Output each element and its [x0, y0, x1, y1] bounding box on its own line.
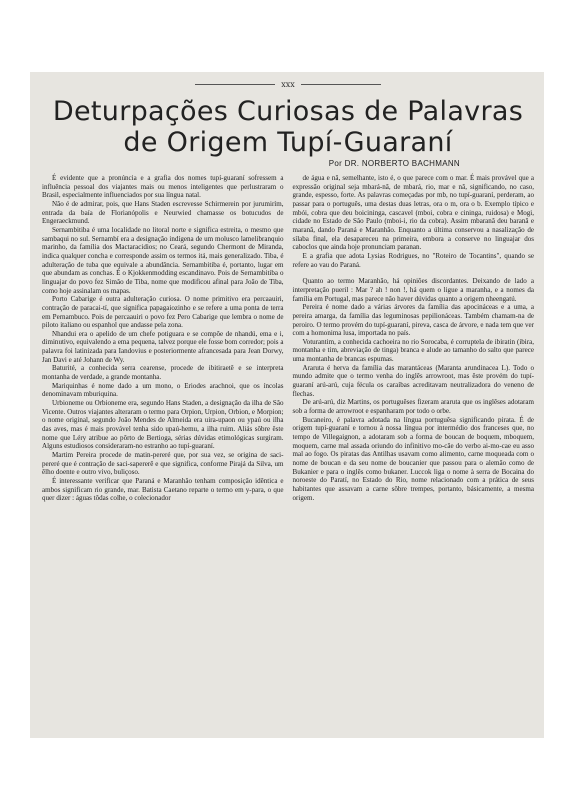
paragraph: É interessante verificar que Paraná e Maranhão tenham composição idêntica e ambos significam rio grande, mar. Batista Caetano reparte o termo em y-para, o que quer dizer : águas tôdas colhe, o colecionador: [42, 476, 284, 503]
paragraph: Araruta é herva da família das marantáceas (Maranta arundinacea L). Todo o mundo admite que o termo venha do inglês arrowroot, mas êste provém do tupí-guaraní arú-arú, cuja fécula os caraíbas acreditavam neutralizadora do veneno de flechas.: [292, 363, 534, 398]
paragraph: Voturantim, a conhecida cachoeira no rio Sorocaba, é corruptela de ibiratin (ibira, montanha e tim, abreviação de tinga) branca e alude ao tamanho do salto que parece uma montanha de brancas espumas.: [292, 337, 534, 364]
paragraph: Sernambitiba é uma localidade no litoral norte e significa estreita, o mesmo que sambaqui no sul. Sernambí era a designação indígena de um molusco lamelibranquio marinho, da família dos Mactaracidios; no Ceará, segundo Chermont de Miranda, indica qualquer concha e corresponde assim os termos itá, mais generalizado. Tiba, é adulteração de tuba que equivale a abundância. Sernambitiba é, portanto, lugar em que abundam as conchas. É o Kjokkenmodding escandinavo. Pois de Sernambitiba o linguajar do povo fez Simão de Tiba, nome que modificou afinal para João de Tiba, como hoje assinalam os mapas.: [42, 225, 284, 295]
paragraph: Baturité, a conhecida serra cearense, procede de ibitiraetê e se interpreta montanha de verdade, a grande montanha.: [42, 364, 284, 382]
article-body: [42, 174, 534, 503]
paragraph: Mariquinhas é nome dado a um mono, o Eriodes arachnoi, que os íncolas denominavam mburiquina.: [42, 381, 284, 399]
magazine-page: [30, 72, 544, 738]
title-line-1: Deturpações Curiosas de Palavras: [52, 96, 524, 127]
right-column: [293, 174, 535, 503]
paragraph: Nhandui era o apelido de um chefe potiguara e se compõe de nhandú, ema e i, diminutivo, equivalendo a ema pequena, talvez porque ele fosse bom corredor; pois a palavra foi latinizada para Iandovius e posteriormente afrancesada para Jean Dorwy, Jan Davi e até Johann de Wy.: [42, 329, 284, 364]
paragraph: Porto Cabarige é outra adulteração curiosa. O nome primitivo era percaauiri, contração de paracai-tí, que significa papagaiozinho e se refere a uma ponta de terra em Pernambuco. Pois de percaauiri o povo fez Pero Cabarige que lembra o nome de piloto italiano ou espanhol que andasse pela zona.: [42, 295, 284, 330]
ornament-text: xxx: [281, 79, 295, 89]
paragraph: Bucaneiro, é palavra adotada na língua portuguêsa significando pirata. É de origem tupí-guaraní e tornou à nossa língua por intermédio dos franceses que, no tempo de Villegaignon, a adotaram sob a forma de boucan de boquem, mboquem, moquem, carne mal assada oriundo do infinitivo mo-cãe do verbo ai-mo-cae eu asso mal ao fogo. Os piratas das Antilhas usavam como alimento, carne moqueada com o nome de boucan e da seu nome de boucanier que passou para o alemão como de Bukanier e para o inglês como bukaner. Luccok liga o nome à serra de Bocaina do noroeste do Paratí, no Estado do Rio, nome relacionado com a prática de seus habitantes que assavam a carne sôbre trempes, portanto, básicamente, a mesma origem.: [292, 415, 534, 502]
paragraph: Quanto ao termo Maranhão, há opiniões discordantes. Deixando de lado a interpretação pueril : Mar ? ah ! non !, há quem o ligue a maranha, e a nomes da família em Portugal, mas parece não haver dúvidas quanto a origem nheengatú.: [292, 277, 534, 303]
left-column: [42, 174, 284, 503]
ornament-rule-right: [301, 84, 381, 85]
paragraph: É evidente que a pronúncia e a grafia dos nomes tupí-guaraní sofressem a influência pessoal dos viajantes mais ou menos inteligentes que perlustraram o Brasil, especialmente influenciados por sua língua natal.: [42, 174, 284, 200]
paragraph: Urbioneme ou Orbioneme era, segundo Hans Staden, a designação da ilha de São Vicente. Outros viajantes alteraram o termo para Orpion, Urpion, Orbion, e Morpion; o nome original, segundo João Mendes de Almeida era uira-upaon ou ypaú ou ilha das aves, mas é mais provável tenha sido upaú-hemu, a ilha ruim. Aliás sôbre êste nome que Léry atribue ao pôrto de Bertioga, sérias dúvidas etimológicas surgiram. Alguns estudiosos consideraram-no estranho ao tupí-guaraní.: [42, 399, 284, 451]
paragraph: de água e nã, semelhante, isto é, o que parece com o mar. É mais provável que a expressão original seja mbará-nã, de mbará, rio, mar e nã, significando, no caso, grande, espesso, forte. As palavras começadas por mb, no tupí-guaraní, perderam, ao passar para o português, uma destas duas letras, ora o m, ora o b. Exemplo típico e mbói, cobra que deu boicininga, cascavel (mboi, cobra e cininga, ruidosa) e Mogi, cidade no Estado de São Paulo (mboi-i, rio da cobra). Assim mbaranã deu baranã e maranã, dando Paraná e Maranhão. Enquanto a última conservou a nasalização de sílaba final, ela desapareceu na primeira, embora a conserve no linguajar dos caboclos que ainda hoje pronunciam paranan.: [292, 174, 534, 252]
article-title: [42, 96, 534, 158]
ornament-rule-left: [195, 84, 275, 85]
paragraph: Pereira é nome dado a várias árvores da família das apocináceas e a uma, a pereira amarga, da família das leguminosas pepilionáceas. Também chamam-na de peroiro. O termo provém do tupí-guaraní, pireva, casca de árvore, e nada tem que ver com a homonima lusa, importada no país.: [292, 303, 534, 338]
paragraph: Não é de admirar, pois, que Hans Staden escrevesse Schirmerein por jurumirím, entrada da baía de Florianópolis e Neurwied chamasse os botucudos de Engeraeckmund.: [42, 199, 284, 226]
paragraph: E a grafia que adota Lysias Rodrigues, no "Roteiro de Tocantins", quando se refere ao vau do Paraná.: [292, 251, 534, 269]
paragraph: Martim Pereira procede de matin-pereré que, por sua vez, se origina de saci-pereré que é contração de saci-sapererê e que significa, conforme Pirajá da Silva, um êlho doente e outro vivo, buliçoso.: [42, 451, 284, 477]
title-line-2: de Origem Tupí-Guaraní: [123, 127, 453, 158]
paragraph: De arú-arú, diz Martins, os portuguêses fizeram araruta que os inglêses adotaram sob a forma de arrowroot e espanharam por todo o orbe.: [292, 398, 534, 416]
header-ornament: [42, 78, 534, 90]
author-byline: Por DR. NORBERTO BACHMANN: [328, 159, 460, 168]
